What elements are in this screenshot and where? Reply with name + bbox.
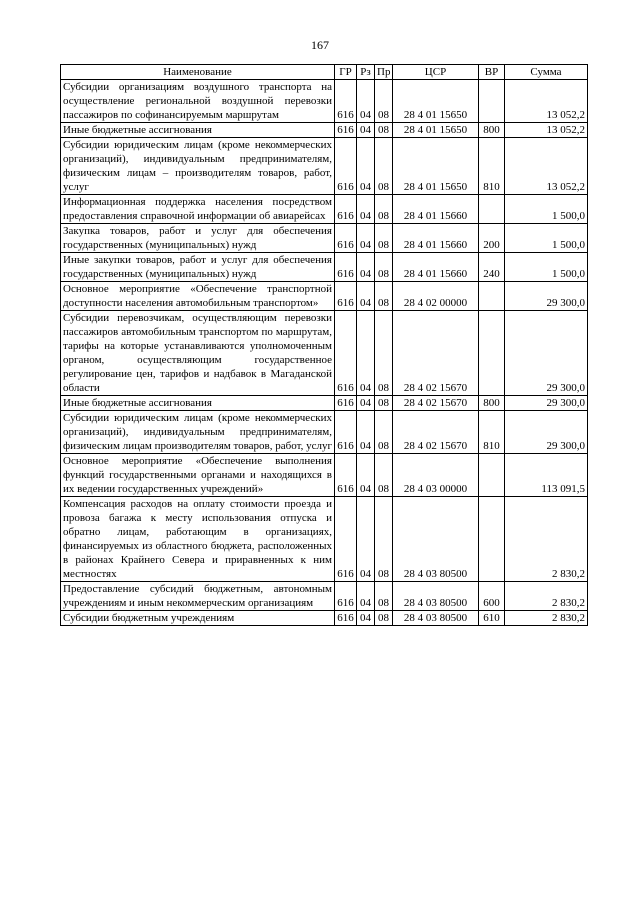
row-vr (479, 195, 505, 224)
row-gr: 616 (335, 80, 357, 123)
row-sum: 29 300,0 (505, 282, 588, 311)
row-csr: 28 4 01 15660 (393, 224, 479, 253)
row-sum: 13 052,2 (505, 80, 588, 123)
row-pr: 08 (375, 611, 393, 626)
row-csr: 28 4 01 15660 (393, 195, 479, 224)
table-row (61, 138, 588, 195)
table-row (61, 311, 588, 396)
row-rz: 04 (357, 138, 375, 195)
row-rz: 04 (357, 282, 375, 311)
row-sum: 29 300,0 (505, 311, 588, 396)
table-row (61, 582, 588, 611)
row-rz: 04 (357, 396, 375, 411)
row-gr: 616 (335, 411, 357, 454)
row-rz: 04 (357, 411, 375, 454)
row-sum: 1 500,0 (505, 224, 588, 253)
row-name: Иные бюджетные ассигнования (61, 396, 335, 411)
row-name: Субсидии юридическим лицам (кроме некоммерческих организаций), индивидуальным предпринимателям, физическим лицам – производителям товаров, работ, услуг (61, 138, 335, 195)
table-row (61, 253, 588, 282)
column-header-sum: Сумма (505, 65, 588, 80)
table-header-row (61, 65, 588, 80)
row-gr: 616 (335, 282, 357, 311)
row-pr: 08 (375, 454, 393, 497)
row-gr: 616 (335, 454, 357, 497)
table-row (61, 396, 588, 411)
table-row (61, 195, 588, 224)
row-csr: 28 4 01 15650 (393, 138, 479, 195)
row-vr: 810 (479, 138, 505, 195)
row-name: Субсидии бюджетным учреждениям (61, 611, 335, 626)
column-header-name: Наименование (61, 65, 335, 80)
row-gr: 616 (335, 138, 357, 195)
row-gr: 616 (335, 611, 357, 626)
row-csr: 28 4 03 80500 (393, 611, 479, 626)
row-vr (479, 497, 505, 582)
column-header-rz: Рз (357, 65, 375, 80)
row-csr: 28 4 02 00000 (393, 282, 479, 311)
row-rz: 04 (357, 195, 375, 224)
row-name: Предоставление субсидий бюджетным, автономным учреждениям и иным некоммерческим организациям (61, 582, 335, 611)
row-vr: 240 (479, 253, 505, 282)
table-row (61, 611, 588, 626)
table-row (61, 411, 588, 454)
row-gr: 616 (335, 253, 357, 282)
row-rz: 04 (357, 611, 375, 626)
row-csr: 28 4 01 15660 (393, 253, 479, 282)
row-gr: 616 (335, 224, 357, 253)
row-name: Компенсация расходов на оплату стоимости проезда и провоза багажа к месту использования отпуска и обратно лицам, работающим в организациях, финансируемых из областного бюджета, расположенных в районах Крайнего Севера и приравненных к ним местностях (61, 497, 335, 582)
row-name: Иные бюджетные ассигнования (61, 123, 335, 138)
row-name: Закупка товаров, работ и услуг для обеспечения государственных (муниципальных) нужд (61, 224, 335, 253)
table-row (61, 123, 588, 138)
row-rz: 04 (357, 224, 375, 253)
row-pr: 08 (375, 311, 393, 396)
row-sum: 113 091,5 (505, 454, 588, 497)
row-pr: 08 (375, 138, 393, 195)
row-csr: 28 4 01 15650 (393, 80, 479, 123)
row-sum: 29 300,0 (505, 411, 588, 454)
page-number: 167 (311, 38, 329, 52)
row-csr: 28 4 03 80500 (393, 582, 479, 611)
row-sum: 2 830,2 (505, 497, 588, 582)
row-vr: 810 (479, 411, 505, 454)
row-rz: 04 (357, 582, 375, 611)
row-sum: 1 500,0 (505, 253, 588, 282)
column-header-csr: ЦСР (393, 65, 479, 80)
row-name: Основное мероприятие «Обеспечение транспортной доступности населения автомобильным транспортом» (61, 282, 335, 311)
row-pr: 08 (375, 497, 393, 582)
table-row (61, 282, 588, 311)
row-vr (479, 311, 505, 396)
row-name: Иные закупки товаров, работ и услуг для обеспечения государственных (муниципальных) нужд (61, 253, 335, 282)
row-gr: 616 (335, 582, 357, 611)
row-pr: 08 (375, 195, 393, 224)
row-vr: 800 (479, 396, 505, 411)
row-pr: 08 (375, 396, 393, 411)
row-pr: 08 (375, 253, 393, 282)
row-rz: 04 (357, 311, 375, 396)
row-vr: 800 (479, 123, 505, 138)
row-pr: 08 (375, 80, 393, 123)
row-gr: 616 (335, 311, 357, 396)
row-pr: 08 (375, 123, 393, 138)
table-row (61, 80, 588, 123)
row-rz: 04 (357, 80, 375, 123)
row-name: Основное мероприятие «Обеспечение выполнения функций государственными органами и находящихся в их ведении государственных учреждений» (61, 454, 335, 497)
column-header-pr: Пр (375, 65, 393, 80)
row-name: Субсидии организациям воздушного транспорта на осуществление региональной воздушной перевозки пассажиров по софинансируемым маршрутам (61, 80, 335, 123)
row-name: Субсидии юридическим лицам (кроме некоммерческих организаций), индивидуальным предпринимателям, физическим лицам производителям товаров, работ, услуг (61, 411, 335, 454)
row-rz: 04 (357, 123, 375, 138)
table-row (61, 497, 588, 582)
column-header-gr: ГР (335, 65, 357, 80)
row-sum: 13 052,2 (505, 138, 588, 195)
row-sum: 2 830,2 (505, 611, 588, 626)
table-row (61, 454, 588, 497)
row-gr: 616 (335, 497, 357, 582)
row-vr: 610 (479, 611, 505, 626)
row-csr: 28 4 03 00000 (393, 454, 479, 497)
row-gr: 616 (335, 396, 357, 411)
row-csr: 28 4 03 80500 (393, 497, 479, 582)
row-csr: 28 4 02 15670 (393, 311, 479, 396)
row-pr: 08 (375, 411, 393, 454)
row-name: Информационная поддержка населения посредством предоставления справочной информации об авиарейсах (61, 195, 335, 224)
row-pr: 08 (375, 224, 393, 253)
row-vr: 600 (479, 582, 505, 611)
row-csr: 28 4 02 15670 (393, 411, 479, 454)
row-rz: 04 (357, 253, 375, 282)
row-pr: 08 (375, 582, 393, 611)
row-csr: 28 4 01 15650 (393, 123, 479, 138)
budget-table (60, 64, 588, 626)
row-vr (479, 454, 505, 497)
row-vr (479, 80, 505, 123)
row-sum: 1 500,0 (505, 195, 588, 224)
row-csr: 28 4 02 15670 (393, 396, 479, 411)
table-row (61, 224, 588, 253)
row-gr: 616 (335, 123, 357, 138)
row-pr: 08 (375, 282, 393, 311)
row-rz: 04 (357, 454, 375, 497)
row-name: Субсидии перевозчикам, осуществляющим перевозки пассажиров автомобильным транспортом по маршрутам, тарифы на которые устанавливаются уполномоченным органом, осуществляющим государственное регулирование цен, тарифов и надбавок в Магаданской области (61, 311, 335, 396)
row-sum: 2 830,2 (505, 582, 588, 611)
row-vr (479, 282, 505, 311)
row-sum: 13 052,2 (505, 123, 588, 138)
row-gr: 616 (335, 195, 357, 224)
row-vr: 200 (479, 224, 505, 253)
column-header-vr: ВР (479, 65, 505, 80)
row-rz: 04 (357, 497, 375, 582)
row-sum: 29 300,0 (505, 396, 588, 411)
